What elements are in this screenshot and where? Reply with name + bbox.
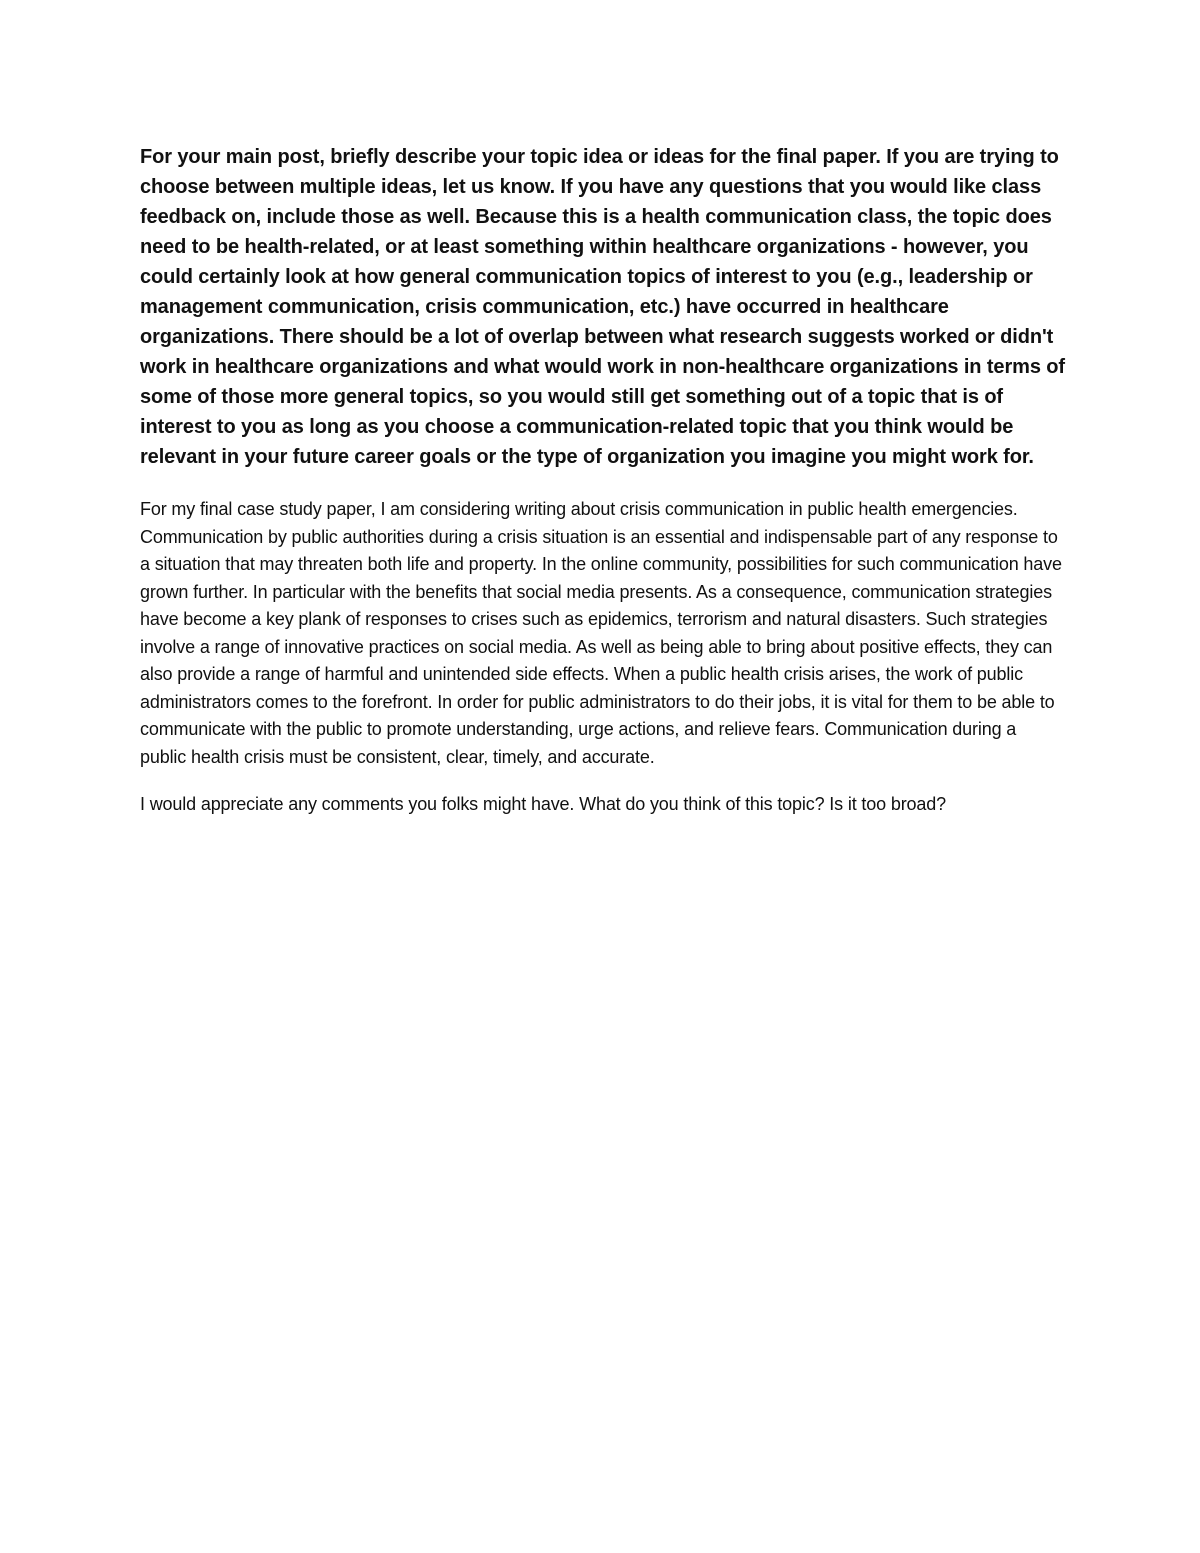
topic-proposal-paragraph: For my final case study paper, I am considering writing about crisis communication in public health emergencies. Communication by public authorities during a crisis situation is an essential and indispensable part of any response to a situation that may threaten both life and property. In the online community, possibilities for such communication have grown further. In particular with the benefits that social media presents. As a consequence, communication strategies have become a key plank of responses to crises such as epidemics, terrorism and natural disasters. Such strategies involve a range of innovative practices on social media. As well as being able to bring about positive effects, they can also provide a range of harmful and unintended side effects. When a public health crisis arises, the work of public administrators comes to the forefront. In order for public administrators to do their jobs, it is vital for them to be able to communicate with the public to promote understanding, urge actions, and relieve fears. Communication during a public health crisis must be consistent, clear, timely, and accurate. bbox=[140, 499, 1062, 767]
document-body bbox=[140, 142, 1065, 819]
assignment-prompt-paragraph: For your main post, briefly describe your topic idea or ideas for the final paper. If you are trying to choose between multiple ideas, let us know. If you have any questions that you would like class feedback on, include those as well. Because this is a health communication class, the topic does need to be health-related, or at least something within healthcare organizations - however, you could certainly look at how general communication topics of interest to you (e.g., leadership or management communication, crisis communication, etc.) have occurred in healthcare organizations. There should be a lot of overlap between what research suggests worked or didn't work in healthcare organizations and what would work in non-healthcare organizations in terms of some of those more general topics, so you would still get something out of a topic that is of interest to you as long as you choose a communication-related topic that you think would be relevant in your future career goals or the type of organization you imagine you might work for. bbox=[140, 146, 1065, 468]
closing-question-paragraph: I would appreciate any comments you folks might have. What do you think of this topic? Is it too broad? bbox=[140, 794, 946, 814]
